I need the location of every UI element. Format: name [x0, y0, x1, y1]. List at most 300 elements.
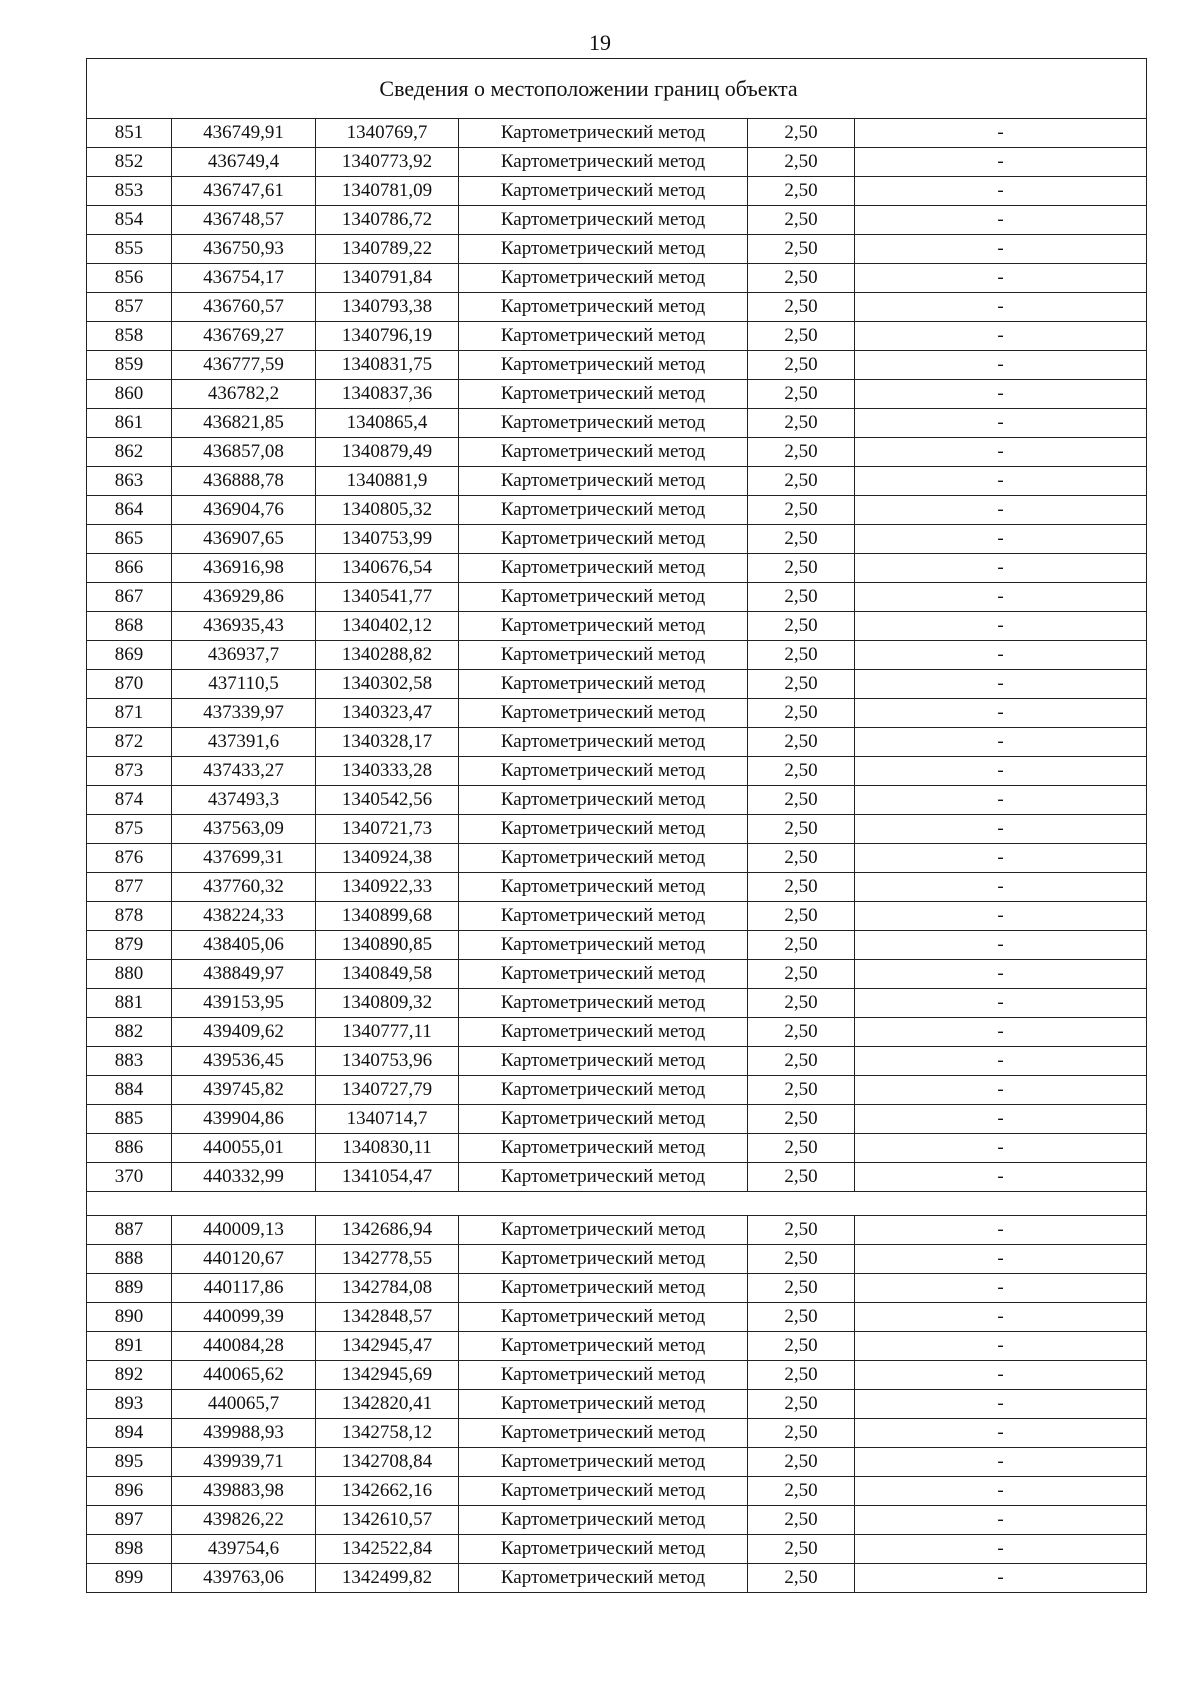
coord-y-cell: 1342610,57 — [316, 1506, 459, 1535]
accuracy-cell: 2,50 — [748, 1535, 855, 1564]
point-number-cell: 853 — [87, 177, 172, 206]
coord-x-cell: 440332,99 — [172, 1163, 316, 1192]
table-row — [87, 496, 1147, 525]
coord-x-cell: 436916,98 — [172, 554, 316, 583]
description-cell: - — [855, 583, 1147, 612]
table-row — [87, 438, 1147, 467]
accuracy-cell: 2,50 — [748, 641, 855, 670]
coord-x-cell: 436748,57 — [172, 206, 316, 235]
coord-x-cell: 439754,6 — [172, 1535, 316, 1564]
accuracy-cell: 2,50 — [748, 264, 855, 293]
description-cell: - — [855, 1274, 1147, 1303]
table-row — [87, 409, 1147, 438]
table-row — [87, 1477, 1147, 1506]
coord-y-cell: 1342499,82 — [316, 1564, 459, 1593]
table-row — [87, 1564, 1147, 1593]
point-number-cell: 851 — [87, 119, 172, 148]
method-cell: Картометрический метод — [459, 1245, 748, 1274]
coord-x-cell: 439763,06 — [172, 1564, 316, 1593]
method-cell: Картометрический метод — [459, 1332, 748, 1361]
coord-y-cell: 1342848,57 — [316, 1303, 459, 1332]
table-row — [87, 699, 1147, 728]
point-number-cell: 866 — [87, 554, 172, 583]
coord-x-cell: 439939,71 — [172, 1448, 316, 1477]
point-number-cell: 888 — [87, 1245, 172, 1274]
description-cell: - — [855, 728, 1147, 757]
point-number-cell: 865 — [87, 525, 172, 554]
description-cell: - — [855, 699, 1147, 728]
method-cell: Картометрический метод — [459, 1274, 748, 1303]
description-cell: - — [855, 438, 1147, 467]
accuracy-cell: 2,50 — [748, 757, 855, 786]
method-cell: Картометрический метод — [459, 119, 748, 148]
description-cell: - — [855, 1419, 1147, 1448]
method-cell: Картометрический метод — [459, 148, 748, 177]
method-cell: Картометрический метод — [459, 1134, 748, 1163]
point-number-cell: 857 — [87, 293, 172, 322]
point-number-cell: 897 — [87, 1506, 172, 1535]
accuracy-cell: 2,50 — [748, 583, 855, 612]
point-number-cell: 858 — [87, 322, 172, 351]
coord-y-cell: 1340781,09 — [316, 177, 459, 206]
accuracy-cell: 2,50 — [748, 380, 855, 409]
coord-y-cell: 1340777,11 — [316, 1018, 459, 1047]
method-cell: Картометрический метод — [459, 322, 748, 351]
coord-x-cell: 440099,39 — [172, 1303, 316, 1332]
coord-x-cell: 436904,76 — [172, 496, 316, 525]
coord-y-cell: 1340753,99 — [316, 525, 459, 554]
method-cell: Картометрический метод — [459, 1216, 748, 1245]
method-cell: Картометрический метод — [459, 960, 748, 989]
accuracy-cell: 2,50 — [748, 1245, 855, 1274]
accuracy-cell: 2,50 — [748, 438, 855, 467]
method-cell: Картометрический метод — [459, 1018, 748, 1047]
description-cell: - — [855, 1047, 1147, 1076]
table-row — [87, 1535, 1147, 1564]
method-cell: Картометрический метод — [459, 670, 748, 699]
description-cell: - — [855, 757, 1147, 786]
accuracy-cell: 2,50 — [748, 670, 855, 699]
description-cell: - — [855, 293, 1147, 322]
table-row — [87, 1419, 1147, 1448]
method-cell: Картометрический метод — [459, 206, 748, 235]
table-row — [87, 1506, 1147, 1535]
coord-x-cell: 436777,59 — [172, 351, 316, 380]
description-cell: - — [855, 1076, 1147, 1105]
table-row — [87, 583, 1147, 612]
method-cell: Картометрический метод — [459, 699, 748, 728]
accuracy-cell: 2,50 — [748, 206, 855, 235]
point-number-cell: 879 — [87, 931, 172, 960]
description-cell: - — [855, 554, 1147, 583]
method-cell: Картометрический метод — [459, 525, 748, 554]
point-number-cell: 854 — [87, 206, 172, 235]
accuracy-cell: 2,50 — [748, 119, 855, 148]
point-number-cell: 889 — [87, 1274, 172, 1303]
accuracy-cell: 2,50 — [748, 177, 855, 206]
accuracy-cell: 2,50 — [748, 293, 855, 322]
method-cell: Картометрический метод — [459, 438, 748, 467]
accuracy-cell: 2,50 — [748, 815, 855, 844]
table-row — [87, 641, 1147, 670]
description-cell: - — [855, 409, 1147, 438]
coord-x-cell: 436750,93 — [172, 235, 316, 264]
coord-x-cell: 437699,31 — [172, 844, 316, 873]
table-row — [87, 1274, 1147, 1303]
point-number-cell: 893 — [87, 1390, 172, 1419]
coord-y-cell: 1340890,85 — [316, 931, 459, 960]
description-cell: - — [855, 931, 1147, 960]
point-number-cell: 894 — [87, 1419, 172, 1448]
accuracy-cell: 2,50 — [748, 699, 855, 728]
point-number-cell: 863 — [87, 467, 172, 496]
coord-y-cell: 1342708,84 — [316, 1448, 459, 1477]
coord-y-cell: 1342778,55 — [316, 1245, 459, 1274]
coord-y-cell: 1340837,36 — [316, 380, 459, 409]
coord-y-cell: 1340789,22 — [316, 235, 459, 264]
coord-x-cell: 436747,61 — [172, 177, 316, 206]
description-cell: - — [855, 612, 1147, 641]
accuracy-cell: 2,50 — [748, 960, 855, 989]
description-cell: - — [855, 1216, 1147, 1245]
coord-y-cell: 1340542,56 — [316, 786, 459, 815]
method-cell: Картометрический метод — [459, 1419, 748, 1448]
point-number-cell: 878 — [87, 902, 172, 931]
coord-x-cell: 439153,95 — [172, 989, 316, 1018]
coord-y-cell: 1340899,68 — [316, 902, 459, 931]
accuracy-cell: 2,50 — [748, 554, 855, 583]
table-row — [87, 1076, 1147, 1105]
method-cell: Картометрический метод — [459, 235, 748, 264]
coord-x-cell: 438405,06 — [172, 931, 316, 960]
method-cell: Картометрический метод — [459, 1361, 748, 1390]
coord-x-cell: 440117,86 — [172, 1274, 316, 1303]
description-cell: - — [855, 206, 1147, 235]
point-number-cell: 875 — [87, 815, 172, 844]
method-cell: Картометрический метод — [459, 1390, 748, 1419]
coord-x-cell: 436760,57 — [172, 293, 316, 322]
point-number-cell: 874 — [87, 786, 172, 815]
accuracy-cell: 2,50 — [748, 1361, 855, 1390]
table-row — [87, 1105, 1147, 1134]
point-number-cell: 861 — [87, 409, 172, 438]
accuracy-cell: 2,50 — [748, 1419, 855, 1448]
point-number-cell: 880 — [87, 960, 172, 989]
accuracy-cell: 2,50 — [748, 844, 855, 873]
page-number: 19 — [589, 30, 611, 55]
contour-separator-cell — [87, 1192, 1147, 1216]
accuracy-cell: 2,50 — [748, 1390, 855, 1419]
description-cell: - — [855, 989, 1147, 1018]
table-row — [87, 322, 1147, 351]
table-row — [87, 1448, 1147, 1477]
coord-y-cell: 1340402,12 — [316, 612, 459, 641]
table-row — [87, 235, 1147, 264]
coord-y-cell: 1342686,94 — [316, 1216, 459, 1245]
point-number-cell: 856 — [87, 264, 172, 293]
coord-x-cell: 436937,7 — [172, 641, 316, 670]
table-row — [87, 873, 1147, 902]
coord-x-cell: 439536,45 — [172, 1047, 316, 1076]
coord-x-cell: 437110,5 — [172, 670, 316, 699]
description-cell: - — [855, 380, 1147, 409]
point-number-cell: 860 — [87, 380, 172, 409]
table-row — [87, 728, 1147, 757]
description-cell: - — [855, 351, 1147, 380]
table-row — [87, 148, 1147, 177]
accuracy-cell: 2,50 — [748, 235, 855, 264]
coord-y-cell: 1342662,16 — [316, 1477, 459, 1506]
coord-x-cell: 436857,08 — [172, 438, 316, 467]
table-row — [87, 525, 1147, 554]
description-cell: - — [855, 786, 1147, 815]
description-cell: - — [855, 467, 1147, 496]
point-number-cell: 882 — [87, 1018, 172, 1047]
contour-separator-row — [87, 1192, 1147, 1216]
point-number-cell: 891 — [87, 1332, 172, 1361]
coord-y-cell: 1342820,41 — [316, 1390, 459, 1419]
point-number-cell: 898 — [87, 1535, 172, 1564]
accuracy-cell: 2,50 — [748, 786, 855, 815]
coord-y-cell: 1340727,79 — [316, 1076, 459, 1105]
coord-y-cell: 1340676,54 — [316, 554, 459, 583]
accuracy-cell: 2,50 — [748, 1303, 855, 1332]
coord-x-cell: 440084,28 — [172, 1332, 316, 1361]
coord-y-cell: 1340809,32 — [316, 989, 459, 1018]
table-row — [87, 264, 1147, 293]
table-row — [87, 380, 1147, 409]
coord-x-cell: 440065,7 — [172, 1390, 316, 1419]
table-row — [87, 815, 1147, 844]
table-row — [87, 351, 1147, 380]
coord-y-cell: 1341054,47 — [316, 1163, 459, 1192]
point-number-cell: 881 — [87, 989, 172, 1018]
accuracy-cell: 2,50 — [748, 1564, 855, 1593]
accuracy-cell: 2,50 — [748, 322, 855, 351]
coord-x-cell: 437391,6 — [172, 728, 316, 757]
coord-y-cell: 1340793,38 — [316, 293, 459, 322]
point-number-cell: 859 — [87, 351, 172, 380]
table-row — [87, 989, 1147, 1018]
accuracy-cell: 2,50 — [748, 1332, 855, 1361]
coord-y-cell: 1342784,08 — [316, 1274, 459, 1303]
table-body — [87, 59, 1147, 1593]
description-cell: - — [855, 322, 1147, 351]
accuracy-cell: 2,50 — [748, 1477, 855, 1506]
description-cell: - — [855, 844, 1147, 873]
boundary-table — [86, 58, 1147, 1593]
coord-y-cell: 1340769,7 — [316, 119, 459, 148]
accuracy-cell: 2,50 — [748, 873, 855, 902]
accuracy-cell: 2,50 — [748, 467, 855, 496]
table-row — [87, 1047, 1147, 1076]
method-cell: Картометрический метод — [459, 409, 748, 438]
point-number-cell: 877 — [87, 873, 172, 902]
table-row — [87, 786, 1147, 815]
method-cell: Картометрический метод — [459, 1303, 748, 1332]
coord-y-cell: 1340333,28 — [316, 757, 459, 786]
coord-y-cell: 1342945,69 — [316, 1361, 459, 1390]
accuracy-cell: 2,50 — [748, 1047, 855, 1076]
method-cell: Картометрический метод — [459, 1564, 748, 1593]
coord-y-cell: 1340791,84 — [316, 264, 459, 293]
table-row — [87, 177, 1147, 206]
coord-y-cell: 1340302,58 — [316, 670, 459, 699]
method-cell: Картометрический метод — [459, 612, 748, 641]
coord-y-cell: 1340773,92 — [316, 148, 459, 177]
coord-x-cell: 439904,86 — [172, 1105, 316, 1134]
coord-y-cell: 1340881,9 — [316, 467, 459, 496]
table-row — [87, 1216, 1147, 1245]
description-cell: - — [855, 148, 1147, 177]
description-cell: - — [855, 177, 1147, 206]
accuracy-cell: 2,50 — [748, 1163, 855, 1192]
table-row — [87, 960, 1147, 989]
description-cell: - — [855, 1535, 1147, 1564]
method-cell: Картометрический метод — [459, 1506, 748, 1535]
method-cell: Картометрический метод — [459, 989, 748, 1018]
accuracy-cell: 2,50 — [748, 1018, 855, 1047]
coord-x-cell: 436749,91 — [172, 119, 316, 148]
coord-y-cell: 1340865,4 — [316, 409, 459, 438]
table-row — [87, 1163, 1147, 1192]
description-cell: - — [855, 902, 1147, 931]
method-cell: Картометрический метод — [459, 1535, 748, 1564]
description-cell: - — [855, 1105, 1147, 1134]
method-cell: Картометрический метод — [459, 1477, 748, 1506]
description-cell: - — [855, 264, 1147, 293]
accuracy-cell: 2,50 — [748, 1216, 855, 1245]
accuracy-cell: 2,50 — [748, 409, 855, 438]
method-cell: Картометрический метод — [459, 873, 748, 902]
table-title: Сведения о местоположении границ объекта — [87, 59, 1147, 119]
method-cell: Картометрический метод — [459, 496, 748, 525]
description-cell: - — [855, 670, 1147, 699]
point-number-cell: 899 — [87, 1564, 172, 1593]
table-row — [87, 119, 1147, 148]
description-cell: - — [855, 496, 1147, 525]
method-cell: Картометрический метод — [459, 264, 748, 293]
method-cell: Картометрический метод — [459, 1047, 748, 1076]
description-cell: - — [855, 960, 1147, 989]
accuracy-cell: 2,50 — [748, 902, 855, 931]
table-row — [87, 902, 1147, 931]
point-number-cell: 862 — [87, 438, 172, 467]
table-row — [87, 844, 1147, 873]
coord-y-cell: 1340721,73 — [316, 815, 459, 844]
table-title-row — [87, 59, 1147, 119]
description-cell: - — [855, 1477, 1147, 1506]
point-number-cell: 370 — [87, 1163, 172, 1192]
table-row — [87, 1245, 1147, 1274]
point-number-cell: 852 — [87, 148, 172, 177]
coord-x-cell: 438849,97 — [172, 960, 316, 989]
method-cell: Картометрический метод — [459, 902, 748, 931]
description-cell: - — [855, 1018, 1147, 1047]
coord-x-cell: 436888,78 — [172, 467, 316, 496]
method-cell: Картометрический метод — [459, 177, 748, 206]
coord-y-cell: 1340879,49 — [316, 438, 459, 467]
coord-y-cell: 1340786,72 — [316, 206, 459, 235]
table-row — [87, 293, 1147, 322]
method-cell: Картометрический метод — [459, 844, 748, 873]
point-number-cell: 869 — [87, 641, 172, 670]
method-cell: Картометрический метод — [459, 728, 748, 757]
coord-x-cell: 439883,98 — [172, 1477, 316, 1506]
table-row — [87, 931, 1147, 960]
description-cell: - — [855, 1506, 1147, 1535]
coord-y-cell: 1340796,19 — [316, 322, 459, 351]
coord-x-cell: 436907,65 — [172, 525, 316, 554]
table-row — [87, 467, 1147, 496]
table-row — [87, 670, 1147, 699]
description-cell: - — [855, 1390, 1147, 1419]
accuracy-cell: 2,50 — [748, 1448, 855, 1477]
coord-y-cell: 1340830,11 — [316, 1134, 459, 1163]
method-cell: Картометрический метод — [459, 1448, 748, 1477]
coord-y-cell: 1342945,47 — [316, 1332, 459, 1361]
method-cell: Картометрический метод — [459, 1163, 748, 1192]
coord-x-cell: 438224,33 — [172, 902, 316, 931]
point-number-cell: 887 — [87, 1216, 172, 1245]
method-cell: Картометрический метод — [459, 641, 748, 670]
coord-y-cell: 1340831,75 — [316, 351, 459, 380]
point-number-cell: 896 — [87, 1477, 172, 1506]
description-cell: - — [855, 1332, 1147, 1361]
coord-x-cell: 440065,62 — [172, 1361, 316, 1390]
accuracy-cell: 2,50 — [748, 612, 855, 641]
coord-x-cell: 436929,86 — [172, 583, 316, 612]
method-cell: Картометрический метод — [459, 351, 748, 380]
method-cell: Картометрический метод — [459, 1076, 748, 1105]
accuracy-cell: 2,50 — [748, 1105, 855, 1134]
coord-y-cell: 1340922,33 — [316, 873, 459, 902]
table-row — [87, 554, 1147, 583]
method-cell: Картометрический метод — [459, 786, 748, 815]
table-row — [87, 1390, 1147, 1419]
table-row — [87, 1332, 1147, 1361]
table-row — [87, 1018, 1147, 1047]
accuracy-cell: 2,50 — [748, 1274, 855, 1303]
description-cell: - — [855, 1245, 1147, 1274]
point-number-cell: 885 — [87, 1105, 172, 1134]
method-cell: Картометрический метод — [459, 554, 748, 583]
accuracy-cell: 2,50 — [748, 1076, 855, 1105]
description-cell: - — [855, 641, 1147, 670]
point-number-cell: 868 — [87, 612, 172, 641]
point-number-cell: 855 — [87, 235, 172, 264]
point-number-cell: 892 — [87, 1361, 172, 1390]
method-cell: Картометрический метод — [459, 467, 748, 496]
description-cell: - — [855, 1448, 1147, 1477]
method-cell: Картометрический метод — [459, 293, 748, 322]
point-number-cell: 870 — [87, 670, 172, 699]
coord-x-cell: 439826,22 — [172, 1506, 316, 1535]
coord-y-cell: 1340753,96 — [316, 1047, 459, 1076]
point-number-cell: 871 — [87, 699, 172, 728]
coord-y-cell: 1342522,84 — [316, 1535, 459, 1564]
accuracy-cell: 2,50 — [748, 989, 855, 1018]
description-cell: - — [855, 1303, 1147, 1332]
method-cell: Картометрический метод — [459, 583, 748, 612]
point-number-cell: 872 — [87, 728, 172, 757]
coord-x-cell: 440009,13 — [172, 1216, 316, 1245]
coord-x-cell: 436754,17 — [172, 264, 316, 293]
point-number-cell: 895 — [87, 1448, 172, 1477]
point-number-cell: 890 — [87, 1303, 172, 1332]
table-row — [87, 612, 1147, 641]
table-row — [87, 1134, 1147, 1163]
